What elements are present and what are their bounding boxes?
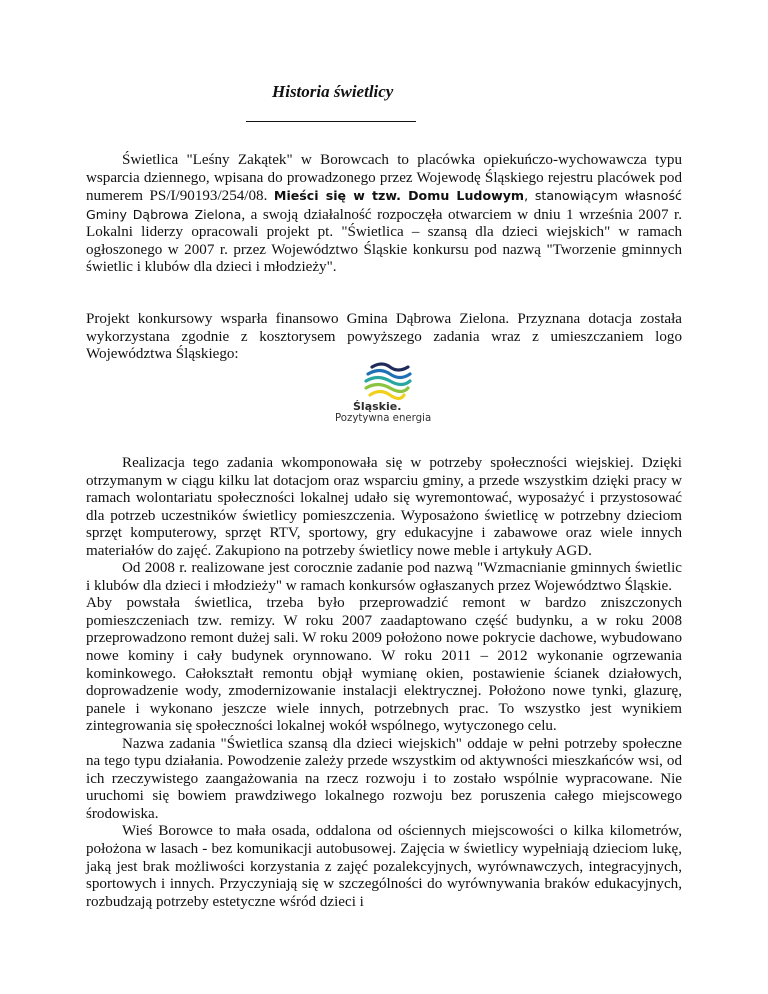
paragraph-6: Nazwa zadania "Świetlica szansą dla dzieci wiejskich" oddaje w pełni potrzeby społeczne na tego typu działania. Powodzenie zależy przede wszystkim od aktywności mieszkańców wsi, od ich rzeczywistego zaangażowania na rzecz rozwoju i to zostało wspólnie wypracowane. Nie uruchomi się bowiem prawdziwego lokalnego rozwoju bez poruszenia całego miejscowego środowiska. [86,735,682,822]
paragraph-1 [86,152,682,277]
title-underline [246,121,416,122]
paragraph-2: Projekt konkursowy wsparła finansowo Gmina Dąbrowa Zielona. Przyznana dotacja została wykorzystana zgodnie z kosztorysem powyższego zadania wraz z umieszczaniem logo Województwa Śląskiego: [86,311,682,363]
p1-bold-text: Mieści się w tzw. Domu Ludowym [273,188,525,204]
p1-text-end: , a swoją działalność rozpoczęła otwarciem w dniu 1 września 2007 r. Lokalni liderzy opracowali projekt pt. "Świetlica – szansą dla dzieci wiejskich" w ramach ogłoszonego w 2007 r. przez Województwo Śląskie konkursu pod nazwą "Tworzenie gminnych świetlic i klubów dla dzieci i młodzieży". [86,206,683,276]
page-title: Historia świetlicy [272,82,394,101]
paragraph-3: Realizacja tego zadania wkomponowała się w potrzeby społeczności wiejskiej. Dzięki otrzymanym w ciągu kilku lat dotacjom oraz wsparciu gminy, a przede wszystkim dzięki pracy w ramach wolontariatu społeczności lokalnej udało się wyremontować, wyposażyć i przystosować dla potrzeb uczestników świetlicy pomieszczenia. Wyposażono świetlicę w potrzebny dzieciom sprzęt komputerowy, sprzęt RTV, sportowy, gry edukacyjne i zabawowe oraz wiele innych materiałów do zajęć. Zakupiono na potrzeby świetlicy nowe meble i artykuły AGD. [86,455,682,559]
main-body [86,455,682,911]
logo-tagline: Pozytywna energia [335,413,432,424]
p1-sans-mid: , stanowiącym własność Gminy Dąbrowa Zielona [86,188,682,222]
paragraph-5: Aby powstała świetlica, trzeba było przeprowadzić remont w bardzo zniszczonych pomieszczeniach tzw. remizy. W roku 2007 zaadaptowano część budynku, a w roku 2008 przeprowadzono remont dużej sali. W roku 2009 położono nowe pokrycie dachowe, wybudowano nowe kominy i cały budynek orynnowano. W roku 2011 – 2012 wykonanie ogrzewania kominkowego. Całokształt remontu objął wymianę okien, postawienie ścianek działowych, doprowadzenie wody, zmodernizowanie instalacji elektrycznej. Położono nowe tynki, glazurę, panele i wykonano jeszcze wiele innych, potrzebnych prac. To wszystko jest wynikiem zintegrowania się społeczności lokalnej wokół wspólnego, wytyczonego celu. [86,595,682,735]
paragraph-7: Wieś Borowce to mała osada, oddalona od ościennych miejscowości o kilka kilometrów, położona w lasach - bez komunikacji autobusowej. Zajęcia w świetlicy wypełniają dzieciom lukę, jaką jest brak możliwości korzystania z zajęć pozalekcyjnych, wyrównawczych, integracyjnych, sportowych i innych. Przyczyniają się w szczególności do wyrównywania braków edukacyjnych, rozbudzają potrzeby estetyczne wśród dzieci i [86,823,682,910]
intro-paragraph [86,152,682,277]
p1-text-start: Świetlica "Leśny Zakątek" w Borowcach to placówka opiekuńczo-wychowawcza typu wsparcia dziennego, wpisana do prowadzonego przez Wojewodę Śląskiego rejestru placówek pod numerem PS/I/90193/254/08. [86,152,682,205]
logo-name: Śląskie. [353,400,402,413]
paragraph-4: Od 2008 r. realizowane jest corocznie zadanie pod nazwą "Wzmacnianie gminnych świetlic i klubów dla dzieci i młodzieży" w ramach konkursów ogłaszanych przez Województwo Śląskie. [86,560,682,594]
